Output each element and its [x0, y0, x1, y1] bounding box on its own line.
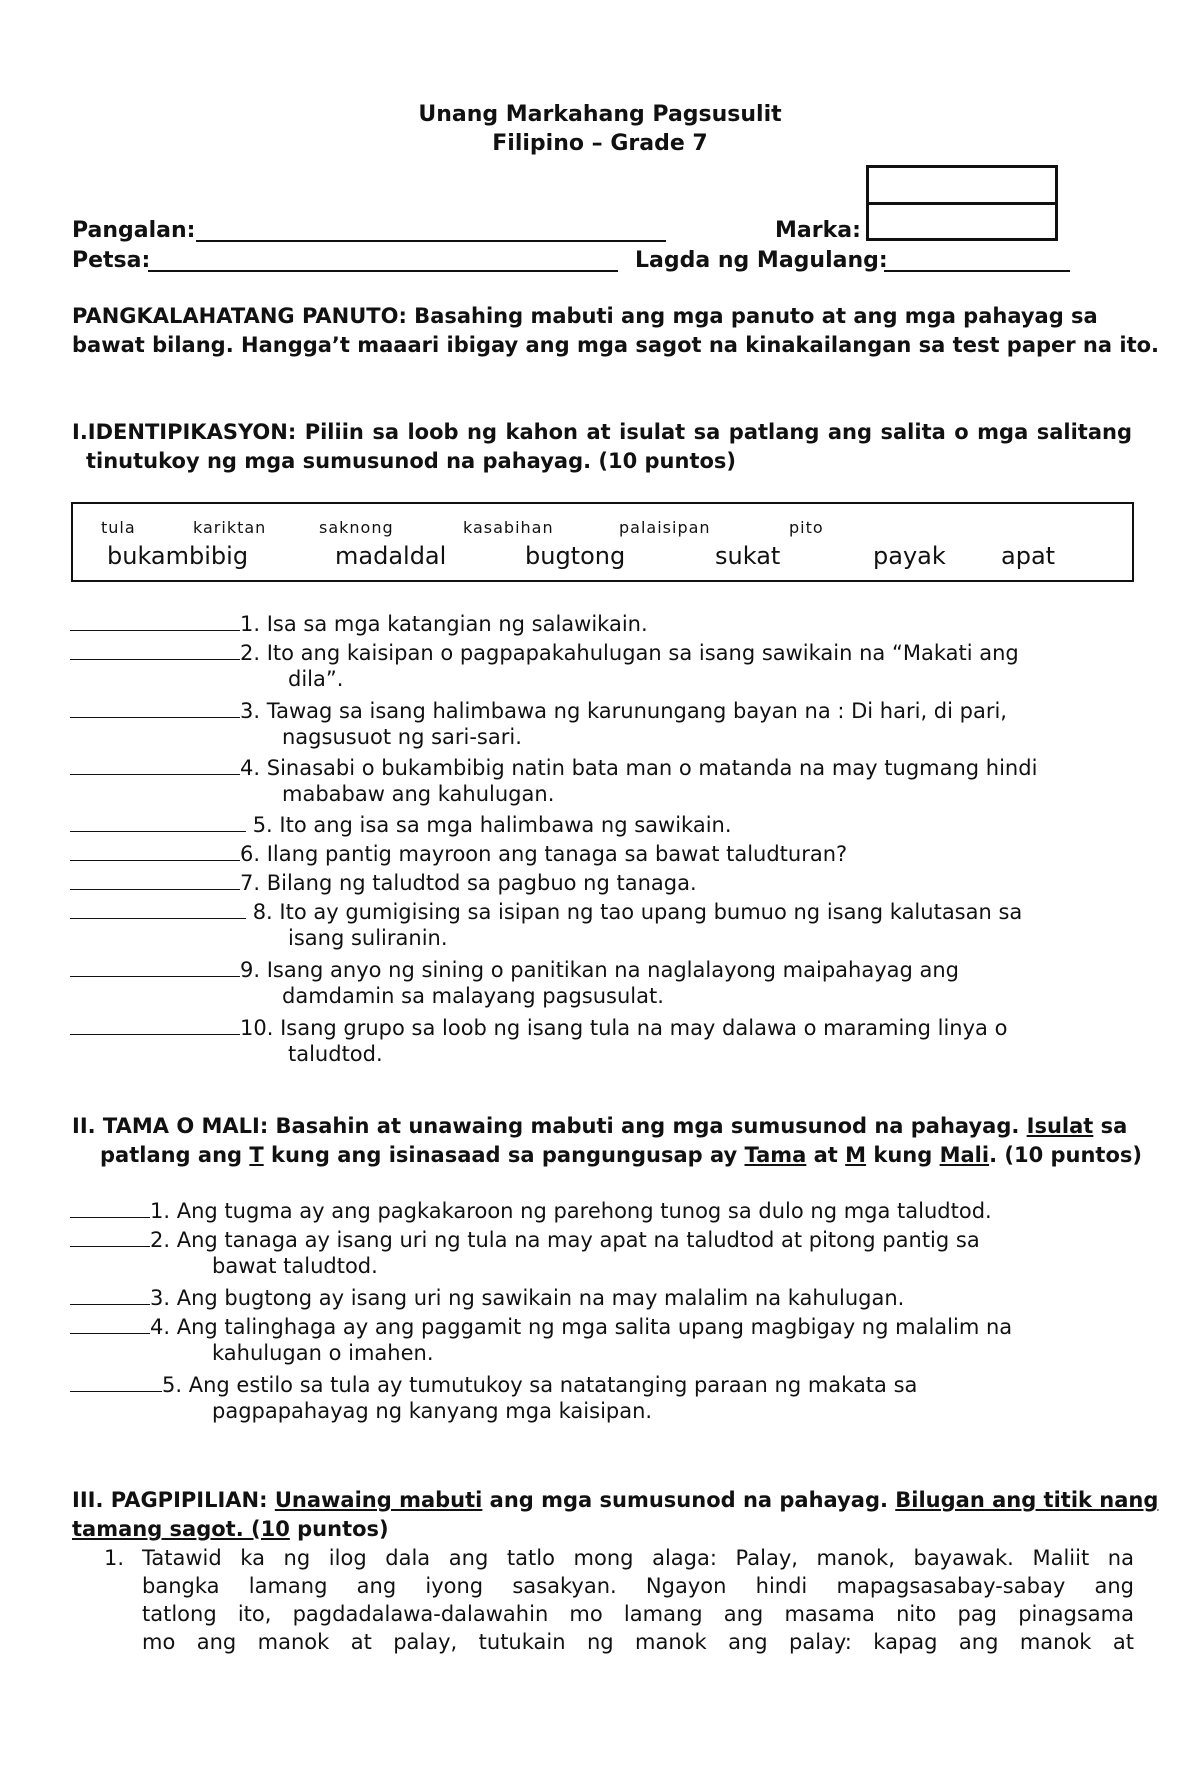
section3-heading-line [72, 1515, 1132, 1544]
section1-heading-line: I.IDENTIPIKASYON: Piliin sa loob ng kahon at isulat sa patlang ang salita o mga salitang [72, 420, 1132, 444]
item-text: Isang anyo ng sining o panitikan na naglalayong maipahayag ang [266, 958, 960, 982]
parent-signature-label: Lagda ng Magulang: [635, 248, 888, 273]
choice-word: pito [789, 518, 824, 537]
heading-text: Bilugan ang titik nang [895, 1488, 1159, 1512]
question-line: Tatawid ka ng ilog dala ang tatlo mong alaga: Palay, manok, bayawak. Maliit na [142, 1546, 1134, 1570]
heading-text: T [249, 1143, 264, 1167]
question-line: tatlong ito, pagdadalawa-dalawahin mo lamang ang masama nito pag pinagsama [142, 1602, 1134, 1626]
identification-item [70, 610, 648, 638]
heading-text: tamang sagot. (10 [72, 1517, 290, 1541]
identification-item [70, 869, 697, 897]
question-number: 1. [104, 1546, 125, 1570]
item-text-continued: mababaw ang kahulugan. [282, 782, 555, 806]
heading-text: Tama [744, 1143, 807, 1167]
heading-text: patlang ang [100, 1143, 250, 1167]
identification-item [70, 956, 959, 984]
item-text: Isang grupo sa loob ng isang tula na may dalawa o maraming linya o [280, 1016, 1008, 1040]
answer-blank[interactable] [70, 1371, 162, 1392]
item-text-continued: kahulugan o imahen. [212, 1341, 434, 1365]
score-box-divider [869, 202, 1055, 205]
true-false-item [70, 1371, 917, 1399]
item-number: 5. [252, 813, 273, 837]
heading-text: . (10 puntos) [989, 1143, 1142, 1167]
item-text-continued: taludtod. [288, 1042, 383, 1066]
answer-blank[interactable] [70, 840, 240, 861]
answer-blank[interactable] [70, 639, 240, 660]
item-text: Tawag sa isang halimbawa ng karunungang bayan na : Di hari, di pari, [266, 699, 1007, 723]
choice-word: saknong [319, 518, 394, 537]
true-false-item [70, 1284, 904, 1312]
item-number: 5. [162, 1373, 183, 1397]
item-text-continued: pagpapahayag ng kanyang mga kaisipan. [212, 1399, 653, 1423]
answer-blank[interactable] [70, 1284, 150, 1305]
heading-text: kung [866, 1143, 940, 1167]
exam-title: Unang Markahang Pagsusulit [418, 102, 782, 127]
item-number: 7. [240, 871, 261, 895]
choice-word: madaldal [335, 542, 447, 570]
heading-text: kung ang isinasaad sa pangungusap ay [263, 1143, 745, 1167]
item-text-continued: dila”. [288, 667, 344, 691]
answer-blank[interactable] [70, 898, 246, 919]
exam-subtitle: Filipino – Grade 7 [492, 131, 708, 156]
question-line: mo ang manok at palay, tutukain ng manok ang palay: kapag ang manok at [142, 1630, 1134, 1654]
item-text: Isa sa mga katangian ng salawikain. [266, 612, 648, 636]
section2-heading [72, 1112, 1142, 1170]
heading-text: M [845, 1143, 867, 1167]
item-number: 3. [240, 699, 261, 723]
item-text: Ang tanaga ay isang uri ng tula na may apat na taludtod at pitong pantig sa [176, 1228, 980, 1252]
date-field[interactable] [148, 270, 618, 272]
heading-text: sa [1093, 1114, 1128, 1138]
item-text: Ang bugtong ay isang uri ng sawikain na may malalim na kahulugan. [176, 1286, 905, 1310]
choice-word: apat [1001, 542, 1056, 570]
identification-item [70, 639, 1019, 667]
identification-item [70, 1014, 1007, 1042]
answer-blank[interactable] [70, 1226, 150, 1247]
true-false-item [70, 1197, 992, 1225]
section1-heading-line: tinutukoy ng mga sumusunod na pahayag. (10 puntos) [86, 449, 737, 473]
item-number: 10. [240, 1016, 274, 1040]
choice-word: kariktan [193, 518, 267, 537]
item-text: Sinasabi o bukambibig natin bata man o matanda na may tugmang hindi [266, 756, 1038, 780]
item-number: 2. [240, 641, 261, 665]
heading-text: II. TAMA O MALI: Basahin at unawaing mabuti ang mga sumusunod na pahayag. [72, 1114, 1027, 1138]
heading-text: ang mga sumusunod na pahayag. [482, 1488, 896, 1512]
answer-blank[interactable] [70, 1197, 150, 1218]
date-label: Petsa: [72, 248, 151, 273]
word-choices-box [71, 502, 1134, 582]
section3-heading-line [72, 1486, 1159, 1515]
item-text-continued: bawat taludtod. [212, 1254, 378, 1278]
item-text-continued: nagsusuot ng sari-sari. [282, 725, 522, 749]
item-number: 4. [240, 756, 261, 780]
item-number: 1. [150, 1199, 171, 1223]
answer-blank[interactable] [70, 869, 240, 890]
heading-text: at [806, 1143, 846, 1167]
item-number: 1. [240, 612, 261, 636]
item-number: 4. [150, 1315, 171, 1339]
choice-word: kasabihan [463, 518, 554, 537]
question-text [142, 1544, 1134, 1656]
answer-blank[interactable] [70, 610, 240, 631]
name-label: Pangalan: [72, 218, 196, 243]
identification-item [70, 697, 1007, 725]
instructions-line: bawat bilang. Hangga’t maaari ibigay ang mga sagot na kinakailangan sa test paper na ito. [72, 333, 1160, 357]
item-text: Ang tugma ay ang pagkakaroon ng parehong tunog sa dulo ng mga taludtod. [176, 1199, 992, 1223]
answer-blank[interactable] [70, 1014, 240, 1035]
item-text-continued: damdamin sa malayang pagsusulat. [282, 984, 664, 1008]
true-false-item [70, 1226, 980, 1254]
item-text: Bilang ng taludtod sa pagbuo ng tanaga. [266, 871, 697, 895]
item-text: Ang talinghaga ay ang paggamit ng mga salita upang magbigay ng malalim na [176, 1315, 1013, 1339]
section2-heading-line [72, 1112, 1132, 1141]
answer-blank[interactable] [70, 754, 240, 775]
identification-item [70, 840, 847, 868]
section2-heading-line [72, 1141, 1142, 1170]
choice-word: sukat [715, 542, 781, 570]
item-text-continued: isang suliranin. [288, 926, 448, 950]
choice-word: bukambibig [107, 542, 249, 570]
name-field[interactable] [196, 240, 666, 242]
heading-text: Unawaing mabuti [274, 1488, 483, 1512]
identification-item [70, 811, 732, 839]
heading-text: III. PAGPIPILIAN: [72, 1488, 275, 1512]
answer-blank[interactable] [70, 697, 240, 718]
choice-word: bugtong [525, 542, 626, 570]
identification-item [70, 898, 1022, 926]
score-box[interactable] [866, 165, 1058, 241]
section1-heading [72, 418, 1132, 476]
item-text: Ito ang kaisipan o pagpapakahulugan sa isang sawikain na “Makati ang [266, 641, 1019, 665]
choice-word: payak [873, 542, 946, 570]
answer-blank[interactable] [70, 956, 240, 977]
item-number: 2. [150, 1228, 171, 1252]
question-line: bangka lamang ang iyong sasakyan. Ngayon hindi mapagsasabay-sabay ang [142, 1574, 1134, 1598]
choice-word: tula [101, 518, 136, 537]
section3-heading [72, 1486, 1159, 1544]
item-number: 8. [252, 900, 273, 924]
item-text: Ang estilo sa tula ay tumutukoy sa natatanging paraan ng makata sa [188, 1373, 918, 1397]
answer-blank[interactable] [70, 811, 246, 832]
general-instructions [72, 302, 1160, 360]
identification-item [70, 754, 1037, 782]
item-number: 9. [240, 958, 261, 982]
heading-text: Mali [939, 1143, 990, 1167]
heading-text: Isulat [1026, 1114, 1094, 1138]
instructions-line: PANGKALAHATANG PANUTO: Basahing mabuti ang mga panuto at ang mga pahayag sa [72, 304, 1098, 328]
true-false-item [70, 1313, 1012, 1341]
answer-blank[interactable] [70, 1313, 150, 1334]
choice-word: palaisipan [619, 518, 711, 537]
item-text: Ito ay gumigising sa isipan ng tao upang bumuo ng isang kalutasan sa [279, 900, 1023, 924]
parent-signature-field[interactable] [884, 270, 1070, 272]
score-label: Marka: [775, 218, 861, 243]
item-text: Ilang pantig mayroon ang tanaga sa bawat taludturan? [266, 842, 848, 866]
heading-text: puntos) [289, 1517, 389, 1541]
item-number: 6. [240, 842, 261, 866]
item-number: 3. [150, 1286, 171, 1310]
item-text: Ito ang isa sa mga halimbawa ng sawikain. [279, 813, 732, 837]
